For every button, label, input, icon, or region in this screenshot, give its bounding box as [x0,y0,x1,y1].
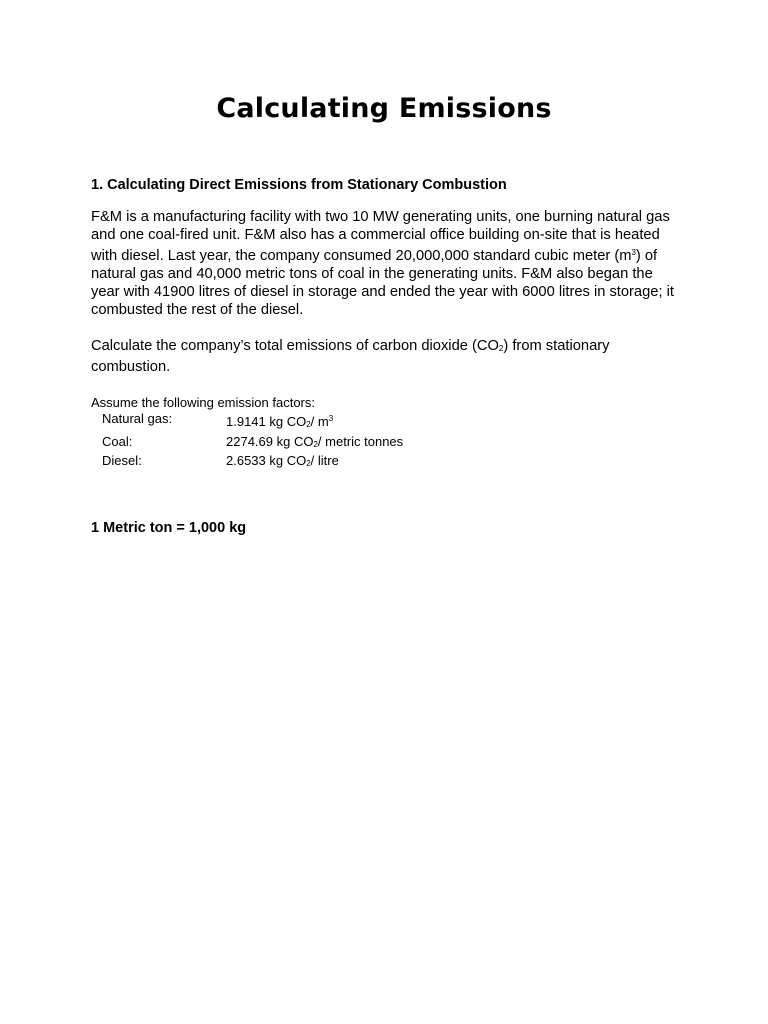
paragraph-text: F&M is a manufacturing facility with two 10 MW generating units, one burning natural gas and one coal-fired unit. F&M also has a commercial office building on-site that is heated with diesel. Last year, the company consumed 20,000,000 standard cubic meter (m [91,209,670,264]
page-title: Calculating Emissions [216,93,552,124]
factor-row-coal [91,434,681,453]
factor-row-natural-gas [91,411,681,433]
conversion-note: 1 Metric ton = 1,000 kg [91,520,247,537]
emission-factors [91,395,681,472]
question-text-continued: ) from stationary combustion. [91,338,610,375]
factor-value: 2274.69 kg $CO_2/$ metric tonnes [226,433,404,449]
problem-paragraph [91,208,681,319]
section-heading: 1. Calculating Direct Emissions from Stationary Combustion [91,177,507,193]
question-paragraph [91,337,681,376]
superscript-3: 3 [631,248,636,257]
paragraph-text-continued: ) of natural gas and 40,000 metric tons of coal in the generating units. F&M also began the year with 41900 litres of diesel in storage and ended the year with 6000 litres in storage; it combusted the rest of the diesel. [91,248,674,318]
factor-name: Natural gas: [102,411,173,427]
factor-row-diesel [91,453,681,472]
document-body [91,175,681,553]
factor-name: Coal: [102,433,133,449]
question-text: Calculate the company’s total emissions of carbon dioxide (CO [91,338,499,354]
factor-value: 1.9141 kg $CO_2/$ $m^3$ [226,414,334,430]
subscript-2: 2 [498,344,504,353]
factor-name: Diesel: [102,452,142,468]
factor-value: 2.6533 kg $CO_2/$ litre [226,452,339,468]
factors-intro: Assume the following emission factors: [91,395,315,410]
